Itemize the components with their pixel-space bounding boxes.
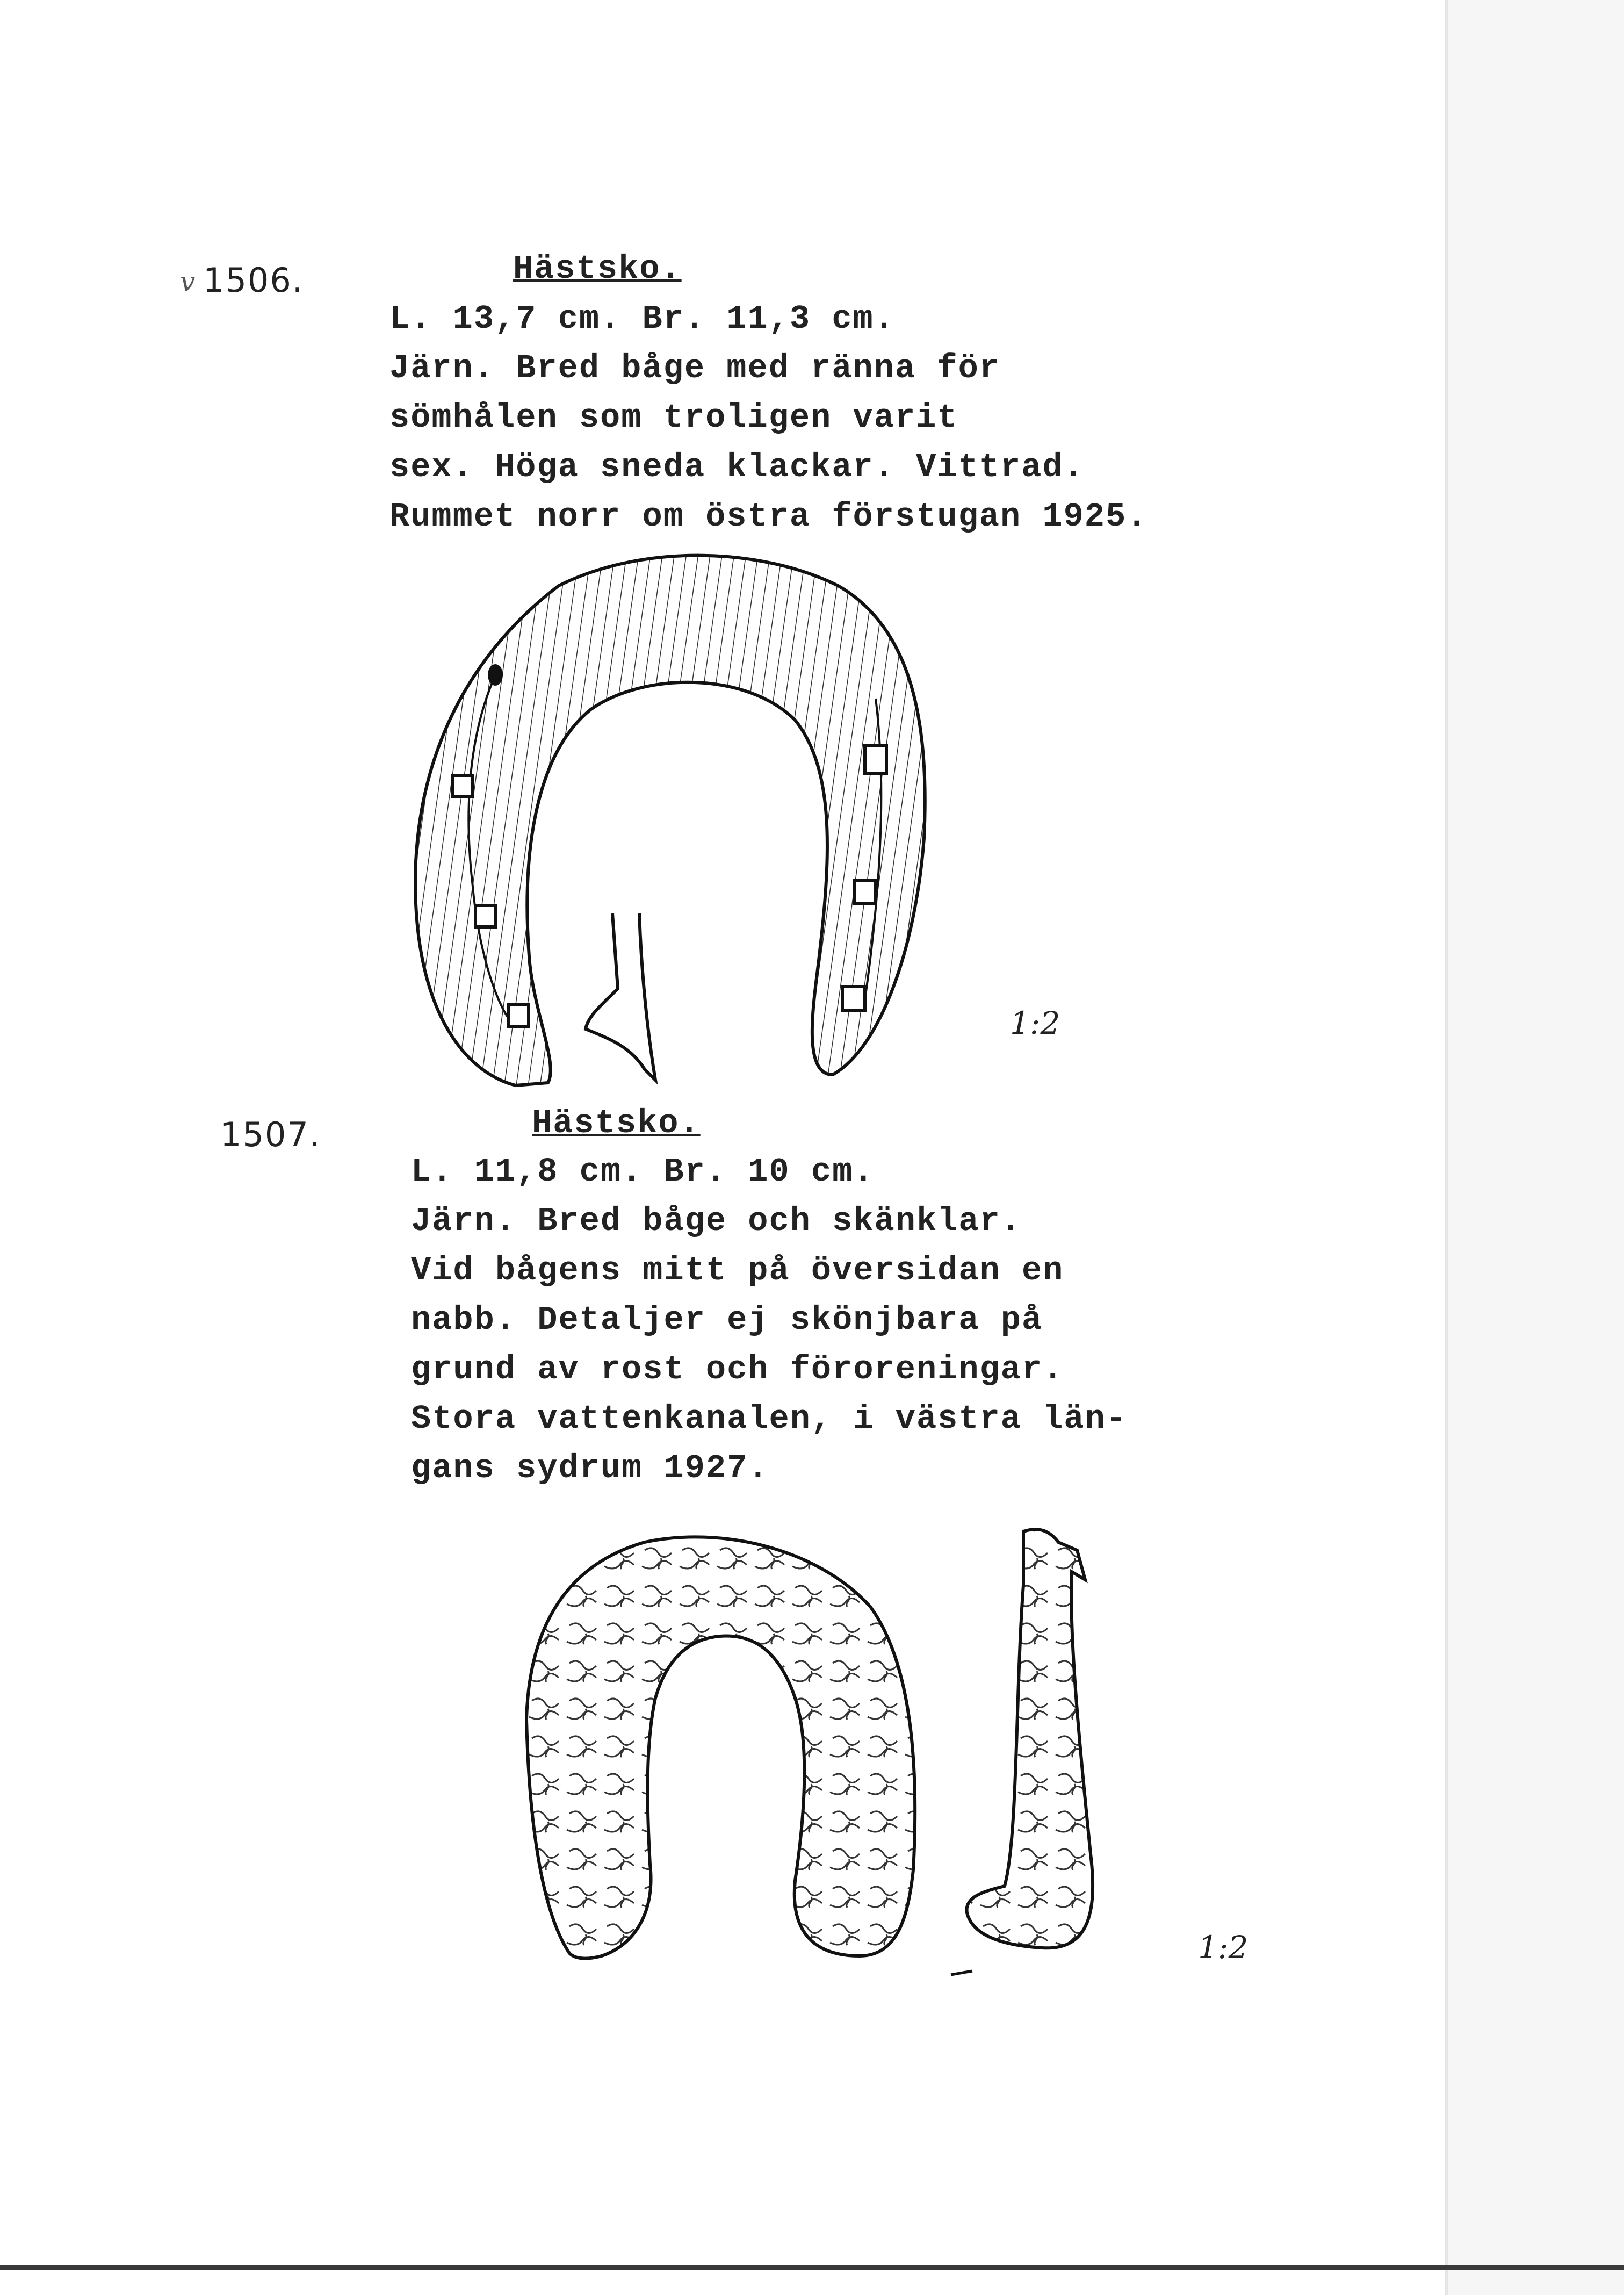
entry-line: L. 11,8 cm. Br. 10 cm.: [411, 1153, 875, 1191]
entry-line: gans sydrum 1927.: [411, 1449, 769, 1487]
entry-number-1507: 1507.: [220, 1115, 321, 1154]
entry-line: Rummet norr om östra förstugan 1925.: [389, 498, 1148, 536]
horseshoe-drawing-1507: [526, 1529, 1093, 1975]
entry-line: Järn. Bred båge och skänklar.: [411, 1202, 1022, 1240]
scale-label-1507: 1:2: [1198, 1929, 1248, 1966]
entry-title-1507: Hästsko.: [532, 1104, 701, 1142]
entry-line: Stora vattenkanalen, i västra län-: [411, 1400, 1128, 1438]
check-mark: v: [180, 266, 196, 297]
entry-line: nabb. Detaljer ej skönjbara på: [411, 1301, 1043, 1339]
entry-line: Järn. Bred båge med ränna för: [389, 349, 1000, 387]
entry-number-1506: 1506.: [203, 261, 304, 300]
entry-line: sex. Höga sneda klackar. Vittrad.: [389, 448, 1085, 486]
entry-line: grund av rost och föroreningar.: [411, 1350, 1064, 1388]
entry-line: sömhålen som troligen varit: [389, 399, 958, 437]
entry-line: L. 13,7 cm. Br. 11,3 cm.: [389, 300, 895, 338]
scale-label-1506: 1:2: [1010, 1005, 1060, 1041]
entry-line: Vid bågens mitt på översidan en: [411, 1251, 1064, 1290]
entry-title-1506: Hästsko.: [513, 250, 682, 288]
horseshoe-drawing-1506: [415, 556, 925, 1085]
